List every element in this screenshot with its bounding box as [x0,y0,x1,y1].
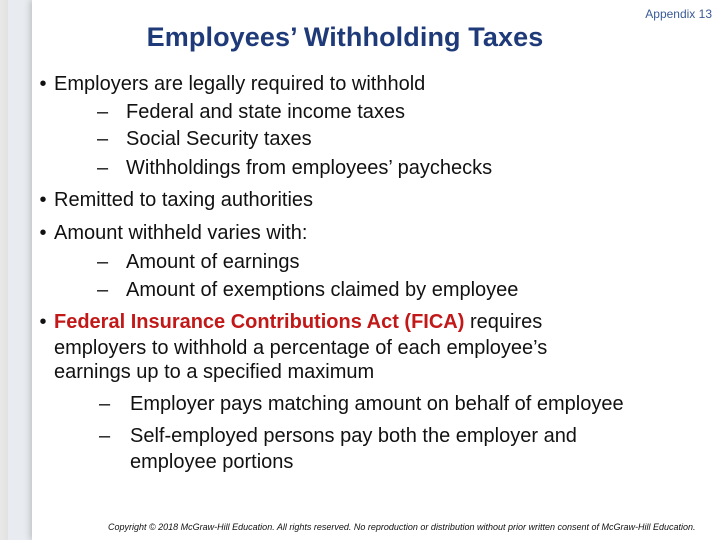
sub-bullet-text: Withholdings from employees’ paychecks [126,157,493,179]
sub-bullet-text: Self-employed persons pay both the employer and [130,425,577,447]
sub-bullet-text: employee portions [130,451,294,473]
bullet-dot-icon: • [39,73,47,95]
dash-icon: – [99,393,111,415]
bullet-text: Employers are legally required to withhold [54,73,426,95]
fica-highlight: Federal Insurance Contributions Act (FICA) [54,311,465,333]
dash-icon: – [97,128,109,150]
left-band-decoration [8,0,33,540]
dash-icon: – [97,157,109,179]
sub-bullet-text: Social Security taxes [126,128,312,150]
dash-icon: – [97,101,109,123]
dash-icon: – [97,251,109,273]
sub-bullet-text: Amount of exemptions claimed by employee [126,279,519,301]
dash-icon: – [97,279,109,301]
slide-card [32,0,720,540]
appendix-label: Appendix 13 [645,7,712,21]
continuation-text: employers to withhold a percentage of each employee’s [54,337,548,359]
slide-title: Employees’ Withholding Taxes [146,22,544,52]
bullet-text: Remitted to taxing authorities [54,189,314,211]
sub-bullet-text: Federal and state income taxes [126,101,406,123]
sub-bullet-text: Amount of earnings [126,251,300,273]
bullet-dot-icon: • [39,311,47,333]
bullet-dot-icon: • [39,222,47,244]
bullet-text-group [54,312,542,332]
copyright-footer: Copyright © 2018 McGraw-Hill Education. All rights reserved. No reproduction or distribution without prior written consent of McGraw-Hill Education. [108,522,696,532]
bullet-text: Amount withheld varies with: [54,222,308,244]
sub-bullet-text: Employer pays matching amount on behalf of employee [130,393,624,415]
bullet-text-after: requires [464,311,543,333]
dash-icon: – [99,425,111,447]
continuation-text: earnings up to a specified maximum [54,361,375,383]
bullet-dot-icon: • [39,189,47,211]
